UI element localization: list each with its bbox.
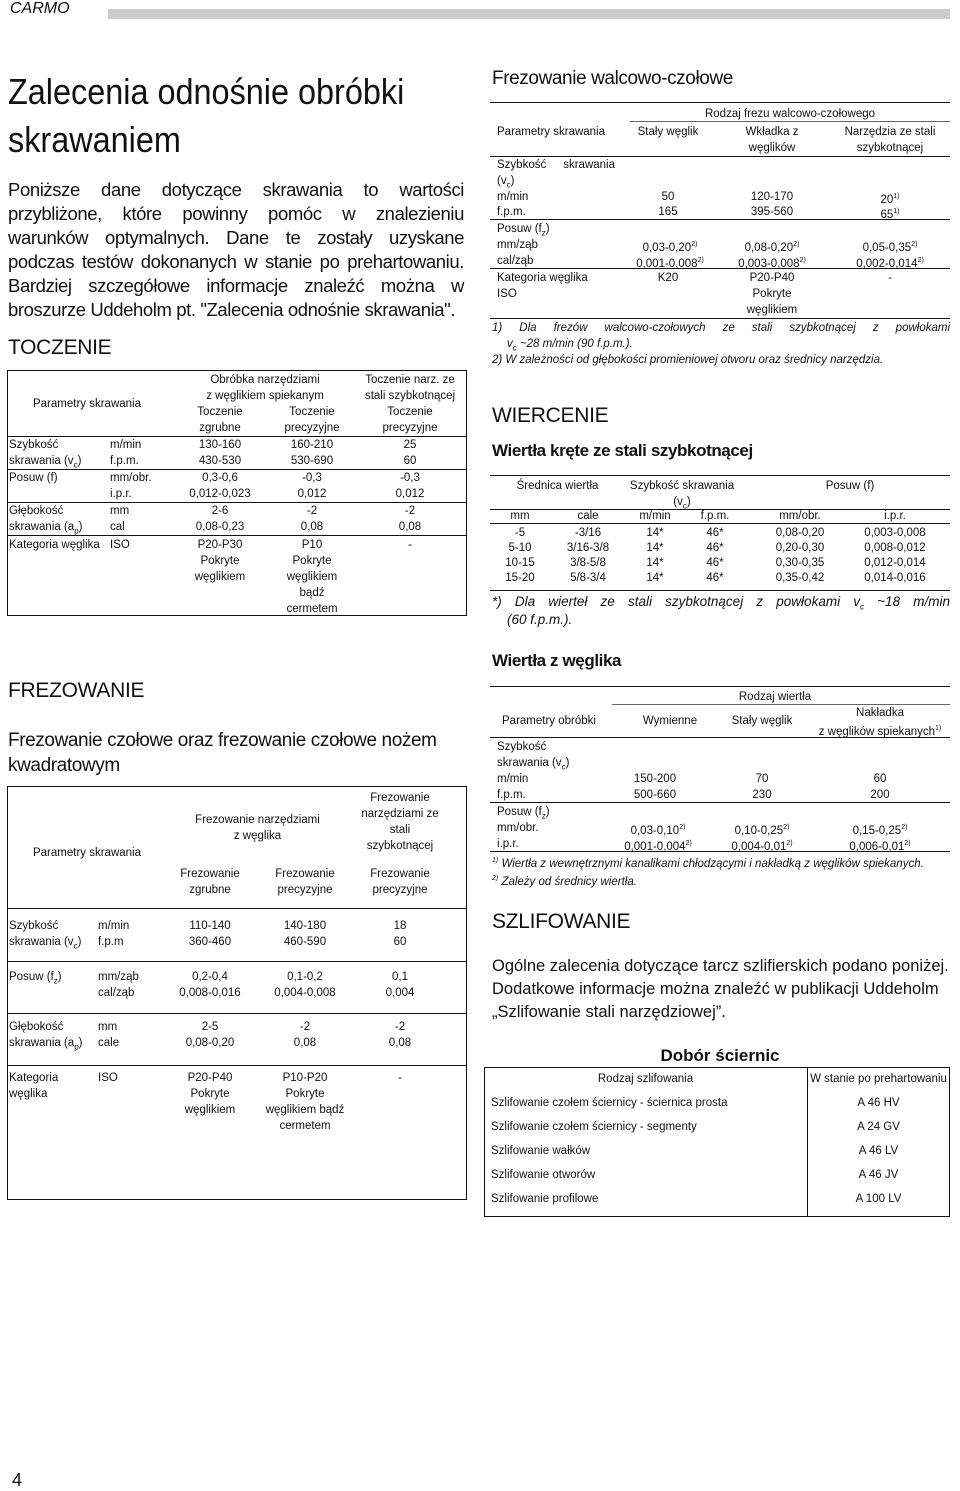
cell: 2-6 xyxy=(211,505,229,517)
drill-cell: 0,35-0,42 xyxy=(775,572,825,584)
cell: 0,08 xyxy=(293,1037,317,1049)
row-label: Szybkość xyxy=(9,439,59,451)
cell: 500-660 xyxy=(633,789,677,801)
cell: 0,012-0,023 xyxy=(189,488,251,500)
col-header: Stały węglik xyxy=(637,126,699,138)
footnote: $^{1)}$ Wiertła z wewnętrznymi kanalikami chłodzącymi i nakładką z węglików spiekanych. xyxy=(492,857,924,870)
unit: m/min xyxy=(497,773,529,785)
col-header: Stały węglik xyxy=(731,715,793,727)
cell: K20 xyxy=(657,272,679,284)
cell: 20$^{1)}$ xyxy=(880,193,900,206)
cell: 0,1 xyxy=(392,971,408,983)
frezowanie-subheading: Frezowanie czołowe oraz frezowanie czołowe nożem kwadratowym xyxy=(8,730,437,776)
cell: 140-180 xyxy=(283,920,327,932)
cell: 0,15-0,25$^{2)}$ xyxy=(852,824,908,837)
row-label: skrawania $(v_c)$ xyxy=(497,757,570,772)
cell: 110-140 xyxy=(189,920,231,932)
cell: Pokryte xyxy=(200,555,240,567)
frezowanie-heading: FREZOWANIE xyxy=(8,679,145,702)
drill-cell: 0,08-0,20 xyxy=(775,527,825,539)
drill-cell: 15-20 xyxy=(505,572,535,584)
unit: mm xyxy=(98,1021,118,1033)
cell: 160-210 xyxy=(290,439,334,451)
grind-wheel: A 46 JV xyxy=(858,1169,899,1181)
grind-wheel: A 24 GV xyxy=(857,1121,900,1133)
cell: 0,08 xyxy=(300,521,324,533)
drill-cell: 0,20-0,30 xyxy=(775,542,825,554)
group-header: Frezowanie narzędziami xyxy=(195,814,320,826)
cell: 0,03-0,20$^{2)}$ xyxy=(642,241,698,254)
col-header: precyzyjne xyxy=(284,422,340,434)
cell: Pokryte xyxy=(292,555,332,567)
cell: 0,003-0,008$^{2)}$ xyxy=(738,257,806,270)
grind-wheel: A 46 LV xyxy=(858,1145,899,1157)
grind-type: Szlifowanie otworów xyxy=(491,1169,596,1181)
cell: 0,004-0,008 xyxy=(274,987,336,999)
cell: 130-160 xyxy=(198,439,242,451)
unit: cal/ząb xyxy=(98,987,135,999)
row-label: Głębokość xyxy=(9,505,64,517)
cell: 2-5 xyxy=(201,1021,219,1033)
drill-cell: 5-10 xyxy=(508,542,532,554)
cell: - xyxy=(888,272,892,284)
col-header: Średnica wiertła xyxy=(516,480,599,492)
cell: 0,2-0,4 xyxy=(192,971,228,983)
cell: Pokryte xyxy=(190,1088,230,1100)
toczenie-heading: TOCZENIE xyxy=(8,336,112,359)
drill-cell: -3/16 xyxy=(574,527,602,539)
col-header: precyzyjne xyxy=(277,884,333,896)
cell: P20-P40 xyxy=(749,272,795,284)
cell: 0,002-0,014$^{2)}$ xyxy=(856,257,924,270)
grinding-table-title: Dobór ściernic xyxy=(660,1046,780,1065)
col-header: Frezowanie xyxy=(370,792,430,804)
col-header: narzędziami ze xyxy=(361,808,439,820)
col-header: Toczenie xyxy=(289,406,335,418)
drill-cell: 0,008-0,012 xyxy=(864,542,926,554)
drill-cell: 10-15 xyxy=(505,557,535,569)
unit: f.p.m. xyxy=(110,455,139,467)
drill-cell: 46* xyxy=(706,557,724,569)
unit: cale xyxy=(98,1037,120,1049)
cell: 0,004-0,01$^{2)}$ xyxy=(731,840,793,853)
col-header: Wymienne xyxy=(642,715,698,727)
cell: 25 xyxy=(403,439,417,451)
cell: 200 xyxy=(870,789,890,801)
cell: 0,001-0,008$^{2)}$ xyxy=(636,257,704,270)
col-header: Narzędzia ze stali xyxy=(844,126,936,138)
drill-cell: 0,012-0,014 xyxy=(864,557,926,569)
col-header: Frezowanie xyxy=(180,868,240,880)
row-label: Kategoria xyxy=(9,1072,59,1084)
drill-cell: 14* xyxy=(646,527,664,539)
group-header: Rodzaj frezu walcowo-czołowego xyxy=(704,108,876,120)
unit: cale xyxy=(577,510,599,522)
col-header: $(v_c)$ xyxy=(673,496,691,511)
footnote: 2) W zależności od głębokości promieniowej otworu oraz średnicy narzędzia. xyxy=(492,354,884,366)
cell: 0,08 xyxy=(388,1037,412,1049)
row-label: Szybkość xyxy=(9,920,59,932)
grind-wheel: A 46 HV xyxy=(857,1097,900,1109)
unit: i.p.r. xyxy=(110,488,132,500)
cell: 230 xyxy=(752,789,772,801)
cell: węglikiem xyxy=(746,304,798,316)
group-header: z węglikiem spiekanym xyxy=(206,390,324,402)
cell: 530-690 xyxy=(290,455,334,467)
drill-cell: 0,003-0,008 xyxy=(864,527,926,539)
footnote: $^{2)}$ Zależy od średnicy wiertła. xyxy=(492,875,637,888)
group-header: Rodzaj wiertła xyxy=(738,691,812,703)
param-header: Parametry obróbki xyxy=(502,715,596,727)
col-header: z węglików spiekanych$^{1)}$ xyxy=(818,725,942,738)
param-header: Parametry skrawania xyxy=(497,126,606,138)
unit: mm/ząb xyxy=(98,971,139,983)
szlifowanie-heading: SZLIFOWANIE xyxy=(492,910,631,933)
row-label: Posuw $(f_z)$ xyxy=(9,971,62,986)
group-header: Obróbka narzędziami xyxy=(210,374,320,386)
grind-type: Szlifowanie profilowe xyxy=(491,1193,599,1205)
row-label: węglika xyxy=(9,1088,48,1100)
drill-cell: 3/8-5/8 xyxy=(570,557,606,569)
cell: węglikiem bądź xyxy=(265,1104,345,1116)
drill-note: (60 f.p.m.). xyxy=(507,612,573,627)
cell: 360-460 xyxy=(188,936,232,948)
cell: 0,3-0,6 xyxy=(202,472,238,484)
cell: - xyxy=(408,539,412,551)
cell: -0,3 xyxy=(400,472,420,484)
drill-cell: 46* xyxy=(706,527,724,539)
col-header: precyzyjne xyxy=(382,422,438,434)
row-label: Kategoria węglika xyxy=(497,272,588,284)
cell: 0,004 xyxy=(385,987,415,999)
row-label: Posuw $(f_z)$ xyxy=(497,806,550,821)
col-header: Toczenie xyxy=(387,406,433,418)
unit: f.p.m. xyxy=(497,789,526,801)
cell: 0,008-0,016 xyxy=(179,987,241,999)
cell: 0,012 xyxy=(395,488,425,500)
col-header: Frezowanie xyxy=(275,868,335,880)
group-header: z węglika xyxy=(233,830,282,842)
drill-cell: 0,014-0,016 xyxy=(864,572,926,584)
col-header: W stanie po prehartowaniu xyxy=(810,1073,947,1085)
grind-type: Szlifowanie wałków xyxy=(491,1145,591,1157)
cell: 70 xyxy=(755,773,769,785)
drill-cell: 0,30-0,35 xyxy=(775,557,825,569)
unit: m/min xyxy=(497,191,529,203)
unit: m/min xyxy=(639,510,671,522)
row-label: $(v_c)$ xyxy=(497,175,515,190)
row-label: skrawania $(v_c)$ xyxy=(9,455,82,470)
drill-cell: 14* xyxy=(646,542,664,554)
cell: P20-P40 xyxy=(187,1072,233,1084)
footnote: $v_c$ ~28 m/min (90 f.p.m.). xyxy=(507,338,633,353)
cell: 0,006-0,01$^{2)}$ xyxy=(849,840,911,853)
cell: bądź xyxy=(299,587,325,599)
col-header: szybkotnącej xyxy=(366,840,434,852)
cell: 395-560 xyxy=(750,206,794,218)
cell: -2 xyxy=(299,1021,311,1033)
cell: 120-170 xyxy=(750,191,794,203)
row-label: ISO xyxy=(497,288,517,300)
row-label: Kategoria węglika xyxy=(9,539,100,551)
cell: węglikiem xyxy=(286,571,338,583)
cell: - xyxy=(398,1072,402,1084)
row-label: Posuw (f) xyxy=(9,472,58,484)
unit: cal xyxy=(110,521,125,533)
cell: P10 xyxy=(301,539,323,551)
cell: 430-530 xyxy=(198,455,242,467)
col-header: Posuw (f) xyxy=(825,480,875,492)
cell: 60 xyxy=(403,455,417,467)
col-header: Rodzaj szlifowania xyxy=(597,1073,694,1085)
page-number: 4 xyxy=(12,1470,23,1490)
row-label: Posuw $(f_z)$ xyxy=(497,223,550,238)
cell: 60 xyxy=(873,773,887,785)
col-header: węglików xyxy=(748,142,796,154)
cell: 65$^{1)}$ xyxy=(880,208,900,221)
col-header: zgrubne xyxy=(189,884,231,896)
cell: 0,001-0,004$^{2)}$ xyxy=(624,840,692,853)
cell: cermetem xyxy=(279,1120,331,1132)
unit: m/min xyxy=(110,439,142,451)
cell: 60 xyxy=(393,936,407,948)
unit: i.p.r. xyxy=(497,838,519,850)
drill-cell: 14* xyxy=(646,572,664,584)
cell: -0,3 xyxy=(302,472,322,484)
grind-type: Szlifowanie czołem ściernicy - ściernica prosta xyxy=(491,1097,728,1109)
brand-name: CARMO xyxy=(10,0,70,17)
unit: mm xyxy=(110,505,130,517)
unit: cal/ząb xyxy=(497,255,534,267)
wiercenie-sub1: Wiertła kręte ze stali szybkotnącej xyxy=(492,441,753,460)
col-header: Toczenie narz. ze xyxy=(365,374,455,386)
cell: 0,10-0,25$^{2)}$ xyxy=(734,824,790,837)
row-label: skrawania $(a_p)$ xyxy=(9,521,83,536)
szlifowanie-text: Ogólne zalecenia dotyczące tarcz szlifierskich podano poniżej. Dodatkowe informacje można znaleźć w publikacji Uddeholm „Szlifowanie stali narzędziowej”. xyxy=(492,957,949,1021)
cell: 0,08-0,20 xyxy=(185,1037,235,1049)
header-bar xyxy=(108,9,950,19)
drill-note: *) Dla wierteł ze stali szybkotnącej z powłokami $v_c$ ~18 m/min xyxy=(492,594,950,612)
col-header: Szybkość skrawania xyxy=(629,480,735,492)
cell: 460-590 xyxy=(283,936,327,948)
param-header: Parametry skrawania xyxy=(32,847,141,859)
drill-cell: -5 xyxy=(514,527,526,539)
unit: ISO xyxy=(110,539,130,551)
cell: 18 xyxy=(393,920,407,932)
col-header: Frezowanie xyxy=(370,868,430,880)
walcowo-heading: Frezowanie walcowo-czołowe xyxy=(492,68,733,89)
grind-wheel: A 100 LV xyxy=(855,1193,902,1205)
cell: -2 xyxy=(306,505,318,517)
intro-paragraph: Poniższe dane dotyczące skrawania to wartości przybliżone, które powinny pomóc w znalezieniu warunków optymalnych. Dane te zostały uzyskane podczas testów dokonanych w stanie po prehartowaniu. Bardziej szczegółowe informacje znaleźć można w broszurze Uddeholm pt. "Zalecenia odnośnie skrawania". xyxy=(8,179,464,320)
row-label: Szybkość xyxy=(497,741,547,753)
unit: mm/obr. xyxy=(779,510,821,522)
cell: węglikiem xyxy=(194,571,246,583)
grind-type: Szlifowanie czołem ściernicy - segmenty xyxy=(491,1121,697,1133)
cell: 0,08-0,23 xyxy=(195,521,245,533)
cell: 0,03-0,10$^{2)}$ xyxy=(630,824,686,837)
param-header: Parametry skrawania xyxy=(32,398,141,410)
col-header: zgrubne xyxy=(199,422,241,434)
col-header: stali szybkotnącej xyxy=(364,390,456,402)
unit: ISO xyxy=(98,1072,118,1084)
row-label: Szybkość skrawania xyxy=(497,159,615,171)
cell: -2 xyxy=(394,1021,406,1033)
unit: f.p.m. xyxy=(497,206,526,218)
row-label: skrawania $(v_c)$ xyxy=(9,936,82,951)
cell: 0,05-0,35$^{2)}$ xyxy=(862,241,918,254)
unit: f.p.m xyxy=(98,936,124,948)
drill-cell: 3/16-3/8 xyxy=(566,542,610,554)
col-header: precyzyjne xyxy=(372,884,428,896)
drill-cell: 14* xyxy=(646,557,664,569)
cell: 0,08-0,20$^{2)}$ xyxy=(744,241,800,254)
cell: 0,012 xyxy=(297,488,327,500)
col-header: stali xyxy=(389,824,411,836)
col-header: Toczenie xyxy=(197,406,243,418)
wiercenie-heading: WIERCENIE xyxy=(492,404,609,427)
unit: i.p.r. xyxy=(884,510,906,522)
cell: P10-P20 xyxy=(282,1072,328,1084)
cell: Pokryte xyxy=(285,1088,325,1100)
row-label: Głębokość xyxy=(9,1021,64,1033)
col-header: szybkotnącej xyxy=(856,142,924,154)
unit: f.p.m. xyxy=(700,510,730,522)
unit: mm xyxy=(510,510,530,522)
cell: cermetem xyxy=(286,603,338,615)
cell: 0,1-0,2 xyxy=(287,971,323,983)
drill-cell: 46* xyxy=(706,572,724,584)
drill-cell: 46* xyxy=(706,542,724,554)
cell: -2 xyxy=(404,505,416,517)
cell: 50 xyxy=(661,191,675,203)
wiercenie-sub2: Wiertła z węglika xyxy=(492,651,622,670)
cell: 150-200 xyxy=(633,773,677,785)
cell: 0,08 xyxy=(398,521,422,533)
cell: P20-P30 xyxy=(197,539,243,551)
col-header: Wkładka z xyxy=(745,126,799,138)
unit: mm/obr. xyxy=(497,822,539,834)
footnote: 1) Dla frezów walcowo-czołowych ze stali szybkotnącej z powłokami xyxy=(492,322,950,334)
cell: węglikiem xyxy=(184,1104,236,1116)
cell: Pokryte xyxy=(752,288,792,300)
cell: 165 xyxy=(658,206,678,218)
col-header: Nakładka xyxy=(856,707,904,719)
row-label: skrawania $(a_p)$ xyxy=(9,1037,83,1052)
drill-cell: 5/8-3/4 xyxy=(570,572,606,584)
page-title: Zalecenia odnośnie obróbki skrawaniem xyxy=(8,71,405,160)
unit: mm/ząb xyxy=(497,239,538,251)
unit: mm/obr. xyxy=(110,472,152,484)
unit: m/min xyxy=(98,920,130,932)
